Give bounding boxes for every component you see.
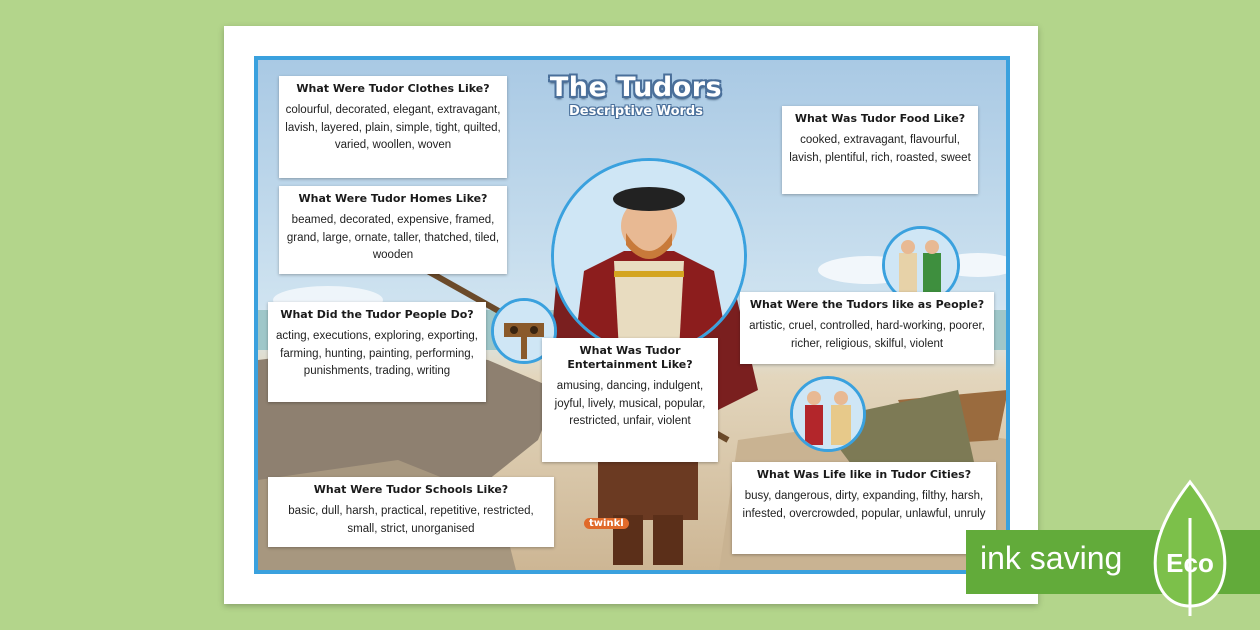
box-heading: What Was Tudor Entertainment Like? <box>567 344 693 371</box>
box-words: colourful, decorated, elegant, extravagant, lavish, layered, plain, simple, tight, quilted, varied, woollen, woven <box>285 104 501 151</box>
box-words: basic, dull, harsh, practical, repetitive, restricted, small, strict, unorganised <box>288 505 534 535</box>
box-tudor-clothes <box>279 76 507 178</box>
box-heading: What Was Tudor Food Like? <box>794 112 966 125</box>
box-words: busy, dangerous, dirty, expanding, filthy, harsh, infested, overcrowded, popular, unlawful, unruly <box>742 490 986 520</box>
tudor-couple-illustration <box>885 229 957 301</box>
king-henry-portrait <box>551 158 747 354</box>
king-henry-illustration <box>554 161 744 351</box>
box-tudor-food <box>782 106 978 194</box>
eco-label: Eco <box>1166 548 1214 578</box>
box-tudor-cities <box>732 462 996 554</box>
box-words: acting, executions, exploring, exporting, farming, hunting, painting, performing, punishments, trading, writing <box>275 330 478 377</box>
box-tudors-as-people <box>740 292 994 364</box>
poster-subtitle: Descriptive Words <box>569 104 703 119</box>
box-words: beamed, decorated, expensive, framed, grand, large, ornate, taller, thatched, tiled, wooden <box>286 214 500 261</box>
poster-title: The Tudors <box>549 72 723 103</box>
box-words: cooked, extravagant, flavourful, lavish, plentiful, rich, roasted, sweet <box>789 134 971 164</box>
ink-saving-label: ink saving <box>980 540 1123 576</box>
box-words: artistic, cruel, controlled, hard-working, poorer, richer, religious, skilful, violent <box>749 320 985 350</box>
tudor-entertainers-portrait <box>790 376 866 452</box>
box-tudor-entertainment <box>542 338 718 462</box>
box-heading: What Were Tudor Homes Like? <box>298 192 488 205</box>
box-tudor-homes <box>279 186 507 274</box>
box-tudor-schools <box>268 477 554 547</box>
box-tudor-people-do <box>268 302 486 402</box>
entertainers-illustration <box>793 379 863 449</box>
eco-leaf-icon <box>1148 478 1232 618</box>
box-heading: What Was Life like in Tudor Cities? <box>756 468 972 481</box>
king-figure-boot <box>653 515 683 565</box>
box-words: amusing, dancing, indulgent, joyful, lively, musical, popular, restricted, unfair, violent <box>554 380 706 427</box>
box-heading: What Did the Tudor People Do? <box>280 308 474 321</box>
box-heading: What Were Tudor Clothes Like? <box>296 82 490 95</box>
box-heading: What Were Tudor Schools Like? <box>313 483 509 496</box>
box-heading: What Were the Tudors like as People? <box>749 298 985 311</box>
twinkl-logo: twinkl <box>584 518 629 529</box>
